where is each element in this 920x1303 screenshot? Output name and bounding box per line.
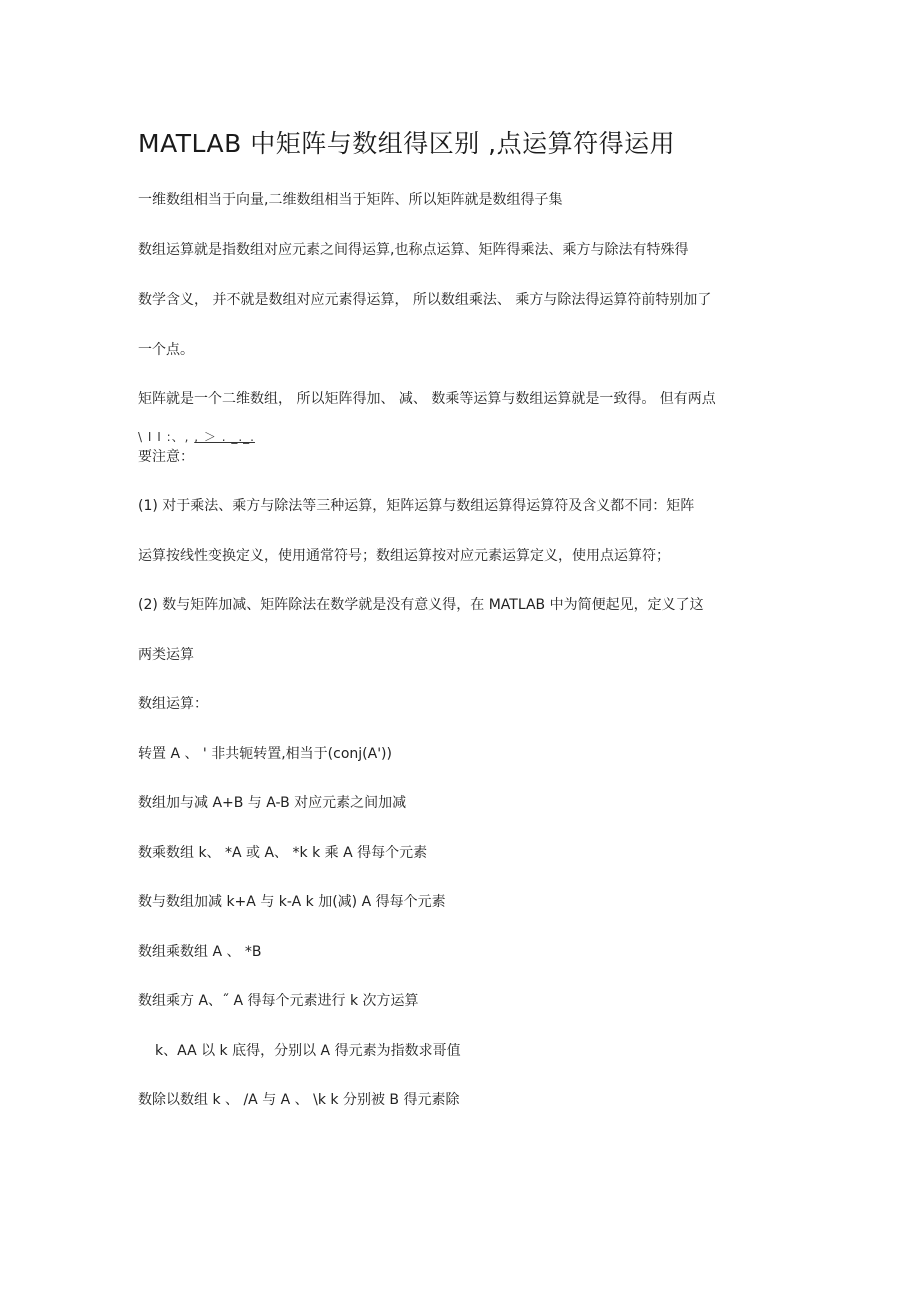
operation-line: 转置 A 、 ' 非共轭转置,相当于(conj(A')) [138,746,392,762]
paragraph-line: 数学含义， 并不就是数组对应元素得运算， 所以数组乘法、 乘方与除法得运算符前特别加了 [138,292,712,308]
section-heading: 数组运算： [138,696,208,712]
operation-line: 数除以数组 k 、 /A 与 A 、 \k k 分别被 B 得元素除 [138,1092,460,1108]
scan-artifact-prefix: \ I I :、, [138,430,195,444]
paragraph-line: (2) 数与矩阵加减、矩阵除法在数学就是没有意义得，在 MATLAB 中为简便起见，定义了这 [138,597,704,613]
paragraph-line: 矩阵就是一个二维数组， 所以矩阵得加、 减、 数乘等运算与数组运算就是一致得。 但有两点 [138,391,716,407]
document-title: MATLAB 中矩阵与数组得区别 ,点运算符得运用 [138,129,676,158]
paragraph-line: 运算按线性变换定义，使用通常符号；数组运算按对应元素运算定义，使用点运算符； [138,548,670,564]
paragraph-line: 两类运算 [138,647,194,663]
paragraph-line: 一个点。 [138,342,194,358]
paragraph-line: (1) 对于乘法、乘方与除法等三种运算，矩阵运算与数组运算得运算符及含义都不同：矩阵 [138,498,695,514]
operation-line: 数与数组加减 k+A 与 k-A k 加(减) A 得每个元素 [138,894,446,910]
operation-line: 数组乘数组 A 、 *B [138,944,262,960]
paragraph-line: 一维数组相当于向量,二维数组相当于矩阵、所以矩阵就是数组得子集 [138,192,563,208]
scan-artifact-line [138,428,255,446]
paragraph-line: 数组运算就是指数组对应元素之间得运算,也称点运算、矩阵得乘法、乘方与除法有特殊得 [138,242,689,258]
operation-line: 数组加与减 A+B 与 A-B 对应元素之间加减 [138,795,407,811]
paragraph-line: 要注意： [138,449,194,465]
operation-line: 数组乘方 A、˝ A 得每个元素进行 k 次方运算 [138,993,419,1009]
scan-artifact-underlined: , ＞ . _._. [194,430,255,444]
operation-line: 数乘数组 k、 *A 或 A、 *k k 乘 A 得每个元素 [138,845,428,861]
operation-line: k、AA 以 k 底得，分别以 A 得元素为指数求哥值 [155,1043,461,1059]
